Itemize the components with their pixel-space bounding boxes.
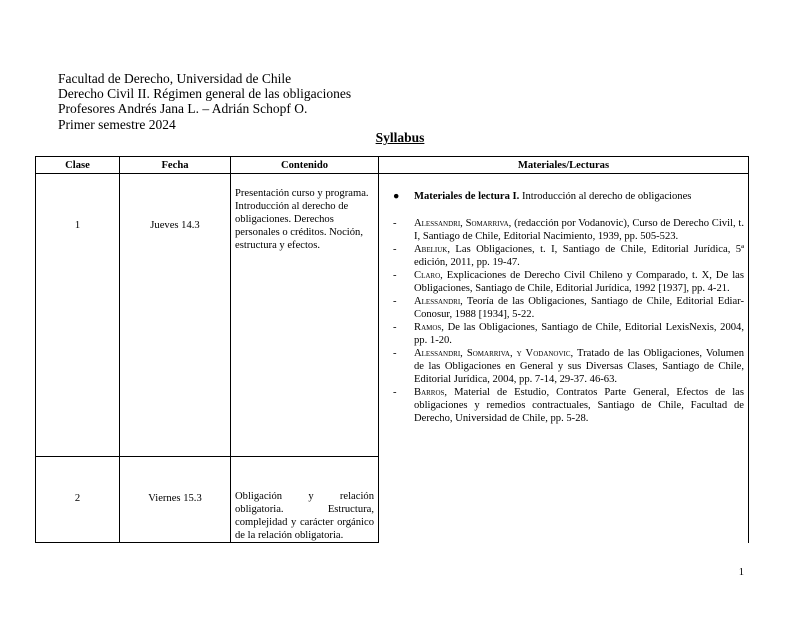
reference-author: Barros xyxy=(414,387,445,398)
header-contenido: Contenido xyxy=(231,157,379,174)
header-fecha: Fecha xyxy=(120,157,231,174)
table-header-row xyxy=(36,157,749,174)
list-item: - Alessandri, Somarriva, (redacción por Vodanovic), Curso de Derecho Civil, t. I, Santiago de Chile, Editorial Nacimiento, 1939, pp. 505-523. xyxy=(393,218,744,242)
reading-heading-rest: Introducción al derecho de obligaciones xyxy=(519,191,692,202)
reference-author: Alessandri, Somarriva, y Vodanovic xyxy=(414,348,571,359)
reference-text: , Tratado de las Obligaciones, Volumen de las Obligaciones en General y sus Diversas Clases, Santiago de Chile, Editorial Jurídica, 2004, pp. 7-14, 29-37. 46-63. xyxy=(414,348,744,385)
reference-author: Alessandri, Somarriva, xyxy=(414,218,512,229)
page-number: 1 xyxy=(738,567,744,578)
professors-line: Profesores Andrés Jana L. – Adrián Schopf O. xyxy=(58,101,308,117)
reference-author: Alessandri xyxy=(414,296,461,307)
reference-text: , Material de Estudio, Contratos Parte General, Efectos de las obligaciones y remedios contractuales, Santiago de Chile, Facultad de Derecho, Universidad de Chile, pp. 5-28. xyxy=(414,387,744,424)
course-line: Derecho Civil II. Régimen general de las obligaciones xyxy=(58,86,352,102)
list-item: - Alessandri, Teoría de las Obligaciones, Santiago de Chile, Editorial Ediar-Conosur, 1988 [1934], 5-22. xyxy=(393,296,744,320)
fecha-cell: Viernes 15.3 xyxy=(120,457,231,543)
reference-text: , De las Obligaciones, Santiago de Chile, Editorial LexisNexis, 2004, pp. 1-20. xyxy=(414,322,744,346)
semester-line: Primer semestre 2024 xyxy=(58,116,176,132)
materiales-cell xyxy=(379,174,749,543)
list-item: - Ramos, De las Obligaciones, Santiago de Chile, Editorial LexisNexis, 2004, pp. 1-20. xyxy=(393,322,744,346)
list-item: - Barros, Material de Estudio, Contratos Parte General, Efectos de las obligaciones y remedios contractuales, Santiago de Chile, Facultad de Derecho, Universidad de Chile, pp. 5-28. xyxy=(393,387,744,424)
reference-list xyxy=(393,217,744,425)
reference-author: Ramos xyxy=(414,322,442,333)
contenido-cell: Obligación y relación obligatoria. Estructura, complejidad y carácter orgánico de la relación obligatoria. xyxy=(231,457,379,543)
contenido-cell: Presentación curso y programa. Introducción al derecho de obligaciones. Derechos personales o créditos. Noción, estructura y efectos. xyxy=(231,174,379,457)
list-item: - Claro, Explicaciones de Derecho Civil Chileno y Comparado, t. X, De las Obligaciones, Santiago de Chile, Editorial Jurídica, 1992 [1937], pp. 4-21. xyxy=(393,270,744,294)
faculty-line: Facultad de Derecho, Universidad de Chile xyxy=(58,71,292,86)
table-row xyxy=(36,174,749,457)
header-materiales: Materiales/Lecturas xyxy=(379,157,749,174)
reference-author: Claro xyxy=(414,270,441,281)
reference-text: , Teoría de las Obligaciones, Santiago de Chile, Editorial Ediar-Conosur, 1988 [1934], 5-22. xyxy=(414,296,744,320)
syllabus-table xyxy=(35,156,749,543)
header-clase: Clase xyxy=(36,157,120,174)
page-title: Syllabus xyxy=(375,130,425,145)
bullet-icon: ● xyxy=(393,191,400,202)
clase-cell: 1 xyxy=(36,174,120,457)
document-header xyxy=(58,71,351,132)
reference-author: Abeliuk xyxy=(414,244,448,255)
fecha-cell: Jueves 14.3 xyxy=(120,174,231,457)
list-item: - Alessandri, Somarriva, y Vodanovic, Tratado de las Obligaciones, Volumen de las Obligaciones en General y sus Diversas Clases, Santiago de Chile, Editorial Jurídica, 2004, pp. 7-14, 29-37. 46-63. xyxy=(393,348,744,385)
reading-heading-bold: Materiales de lectura I. xyxy=(414,191,520,202)
reference-text: , Las Obligaciones, t. I, Santiago de Chile, Editorial Jurídica, 5ª edición, 2011, pp. 19-47. xyxy=(414,244,744,268)
reference-text: , Explicaciones de Derecho Civil Chileno y Comparado, t. X, De las Obligaciones, Santiago de Chile, Editorial Jurídica, 1992 [1937], pp. 4-21. xyxy=(414,270,744,294)
list-item: - Abeliuk, Las Obligaciones, t. I, Santiago de Chile, Editorial Jurídica, 5ª edición, 2011, pp. 19-47. xyxy=(393,244,744,268)
reference-text: (redacción por Vodanovic), Curso de Derecho Civil, t. I, Santiago de Chile, Editorial Nacimiento, 1939, pp. 505-523. xyxy=(414,218,744,242)
reading-heading xyxy=(393,190,744,203)
clase-cell: 2 xyxy=(36,457,120,543)
